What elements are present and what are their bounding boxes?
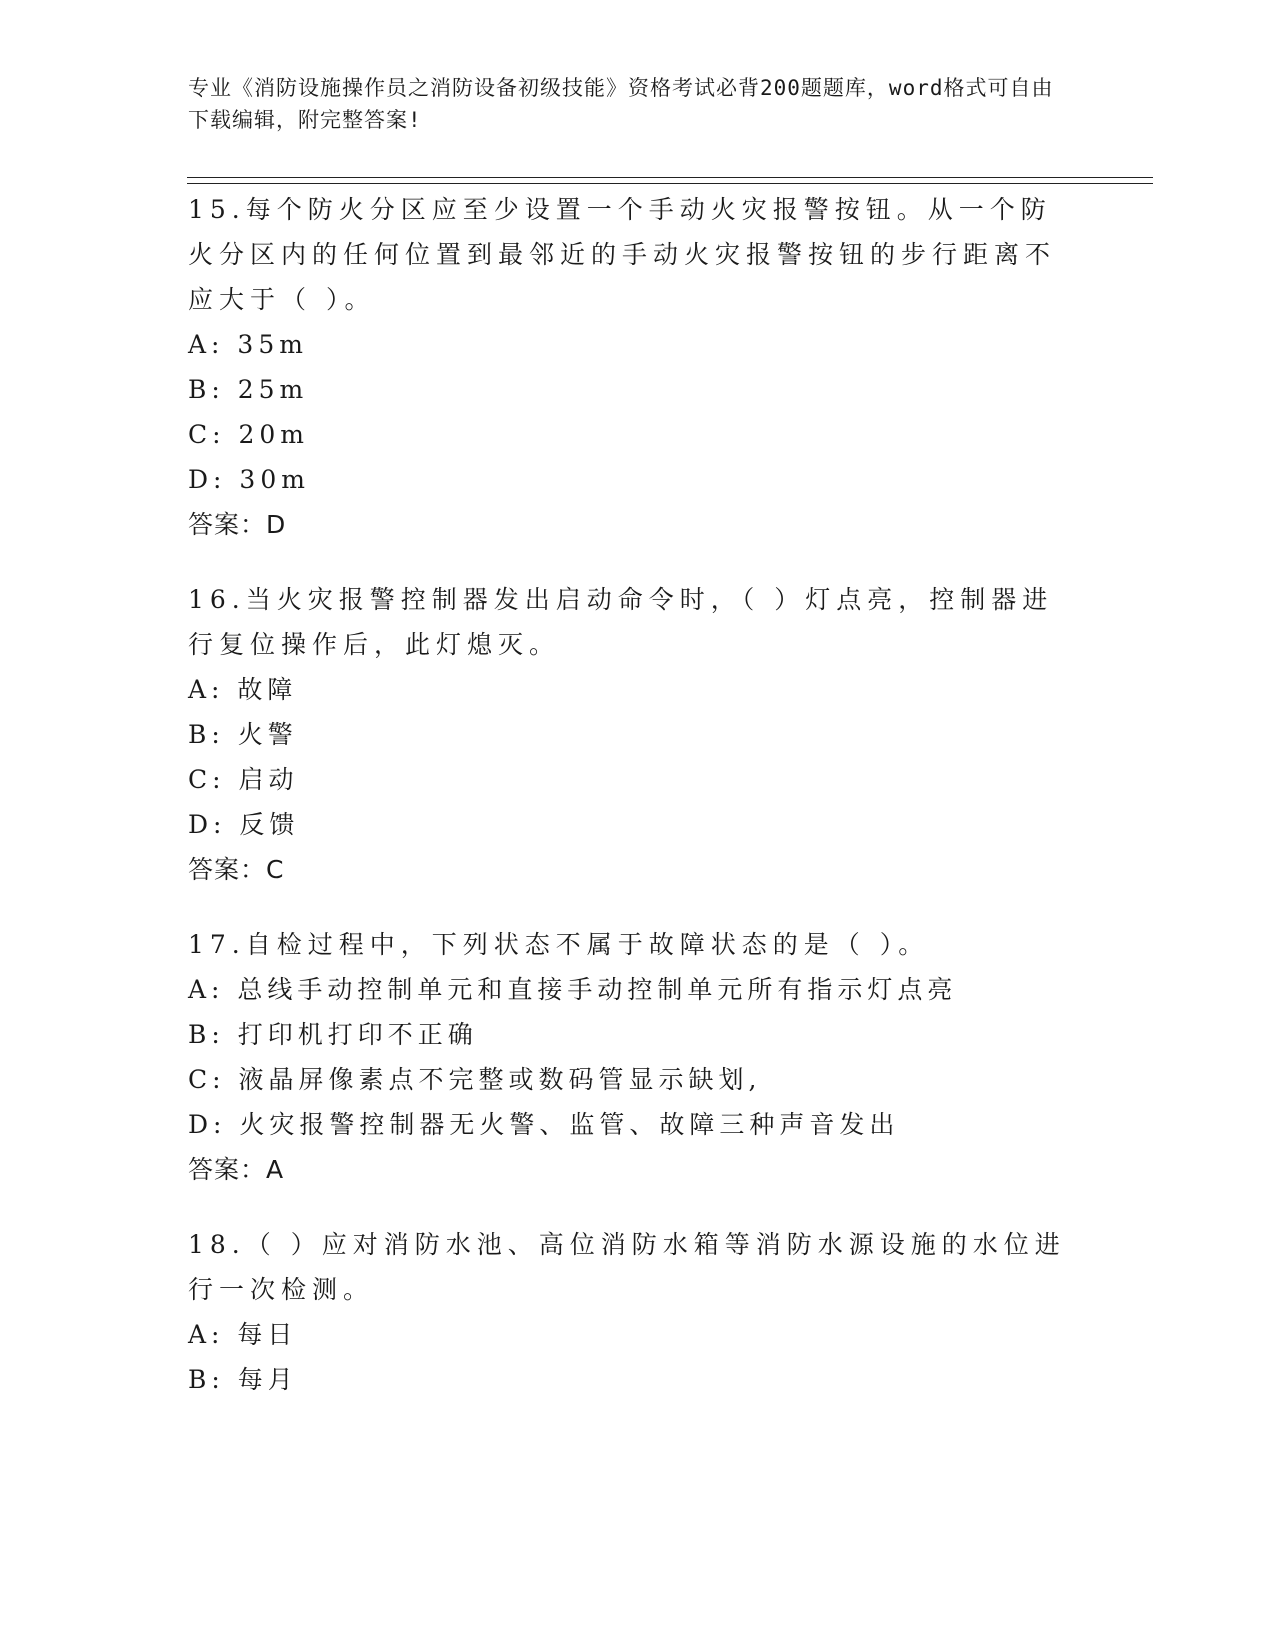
header-divider-bottom — [187, 183, 1153, 184]
option-d: D: 30m — [188, 465, 310, 494]
question-list — [188, 187, 1088, 1432]
option-c: C: 液晶屏像素点不完整或数码管显示缺划, — [188, 1065, 762, 1094]
option-a: A: 总线手动控制单元和直接手动控制单元所有指示灯点亮 — [188, 975, 958, 1004]
question-item — [188, 1222, 1088, 1402]
question-stem: 17.自检过程中，下列状态不属于故障状态的是（ ）。 — [188, 930, 930, 959]
option-c: C: 20m — [188, 420, 310, 449]
option-b: B: 打印机打印不正确 — [188, 1020, 478, 1049]
option-b: B: 每月 — [188, 1365, 298, 1394]
answer-line: 答案：C — [188, 855, 285, 884]
question-stem: 15.每个防火分区应至少设置一个手动火灾报警按钮。从一个防火分区内的任何位置到最邻近的手动火灾报警按钮的步行距离不应大于（ ）。 — [188, 195, 1057, 314]
option-a: A: 故障 — [188, 675, 298, 704]
option-c: C: 启动 — [188, 765, 299, 794]
answer-line: 答案：D — [188, 510, 287, 539]
option-a: A: 35m — [188, 330, 308, 359]
option-d: D: 反馈 — [188, 810, 300, 839]
question-stem: 16.当火灾报警控制器发出启动命令时，（ ）灯点亮，控制器进行复位操作后，此灯熄灭。 — [188, 585, 1054, 659]
answer-line: 答案：A — [188, 1155, 285, 1184]
header-divider-top — [187, 177, 1153, 178]
option-b: B: 25m — [188, 375, 309, 404]
option-a: A: 每日 — [188, 1320, 298, 1349]
option-b: B: 火警 — [188, 720, 298, 749]
document-header: 专业《消防设施操作员之消防设备初级技能》资格考试必背200题题库，word格式可自由下载编辑，附完整答案! — [188, 76, 1054, 132]
question-stem: 18.（ ）应对消防水池、高位消防水箱等消防水源设施的水位进行一次检测。 — [188, 1230, 1066, 1304]
question-item — [188, 577, 1088, 892]
question-item — [188, 187, 1088, 547]
option-d: D: 火灾报警控制器无火警、监管、故障三种声音发出 — [188, 1110, 900, 1139]
question-item — [188, 922, 1088, 1192]
